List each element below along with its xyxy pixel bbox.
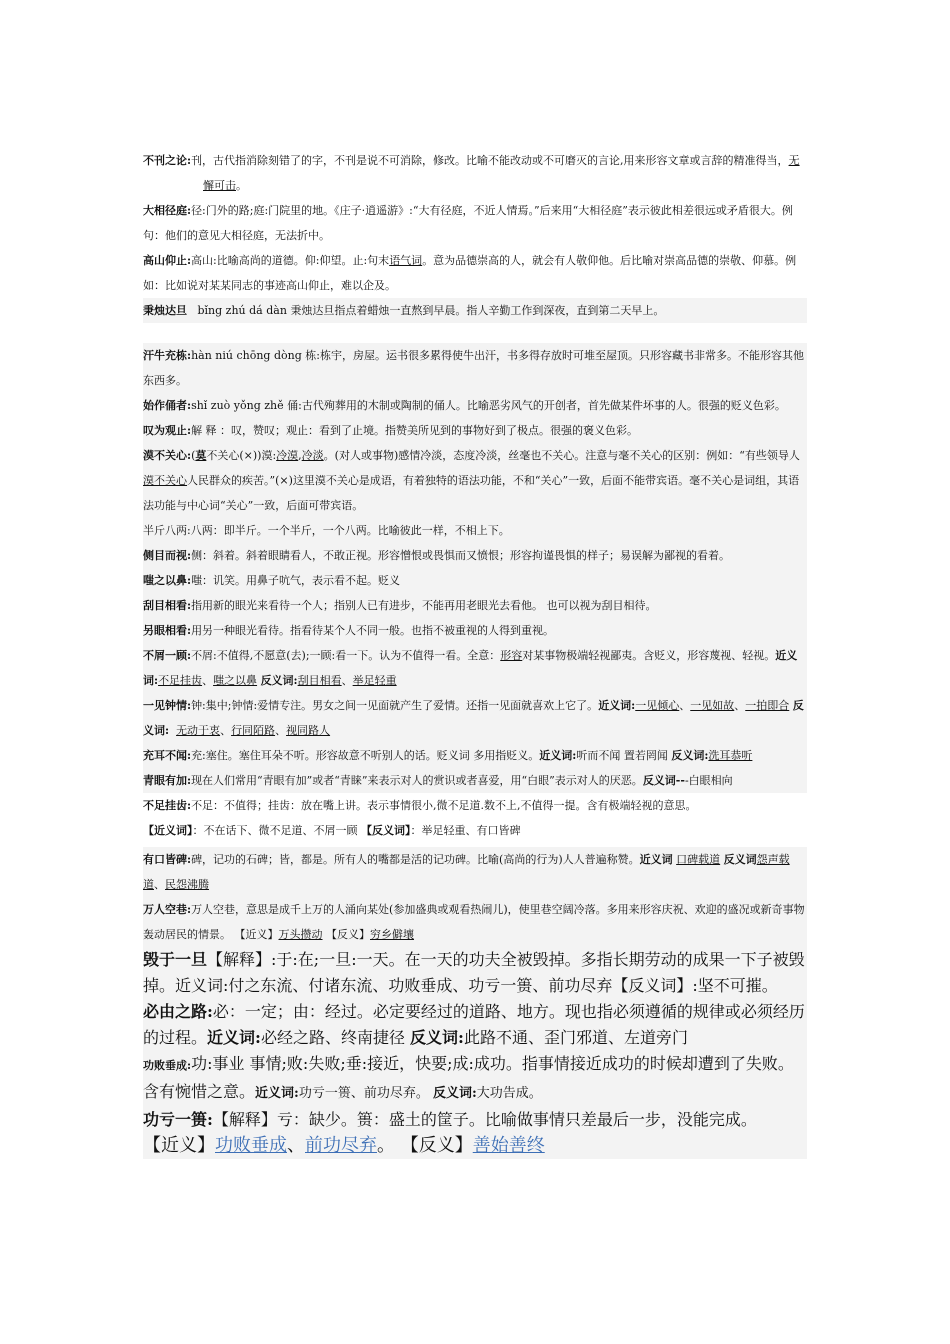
entry-chongerbuwen: 充耳不闻:充:塞住。塞住耳朵不听。形容故意不听别人的话。贬义词 多用指贬义。近义词:听而不闻 置若罔闻 反义词:洗耳恭听: [143, 743, 807, 768]
entry-gongbaichuicheng: 功败垂成:功:事业 事情;败:失败;垂:接近，快要;成:成功。指事情接近成功的时候却遭到了失败。 含有惋惜之意。近义词:功亏一篑、前功尽弃。 反义词:大功告成。: [143, 1051, 807, 1107]
entry-gongkuiyikui: 功亏一篑:【解释】亏：缺少。篑：盛土的筐子。比喻做事情只差最后一步，没能完成。 【近义】功败垂成、前功尽弃。 【反义】善始善终: [143, 1107, 807, 1159]
entry-bingzhudadan: 秉烛达旦 bǐng zhú dá dàn 秉烛达旦指点着蜡烛一直熬到早晨。指人辛勤工作到深夜，直到第二天早上。: [143, 298, 807, 323]
entry-bukanzhilun: 不刊之论:刊，古代指消除刻错了的字，不刊是说不可消除，修改。比喻不能改动或不可磨灭的言论,用来形容文章或言辞的精准得当，无懈可击。: [143, 154, 800, 192]
spacer: [143, 323, 807, 343]
link-gongbaichuicheng[interactable]: 功败垂成: [215, 1135, 287, 1156]
link-shanshishanzhong[interactable]: 善始善终: [472, 1135, 545, 1156]
entry-cemuershi: 侧目而视:侧：斜着。斜着眼睛看人，不敢正视。形容憎恨或畏惧而又愤恨；形容拘谨畏惧的样子；易误解为鄙视的看着。: [143, 543, 807, 568]
entry-buzuguachi-synonyms: 【近义词】：不在话下、微不足道、不屑一顾 【反义词】：举足轻重、有口皆碑: [143, 824, 521, 837]
entry-lingyanxiangkan: 另眼相看:用另一种眼光看待。指看待某个人不同一般。也指不被重视的人得到重视。: [143, 618, 807, 643]
entry-chizhiyibi: 嗤之以鼻:嗤：讥笑。用鼻子吭气，表示看不起。贬义: [143, 568, 807, 593]
entry-biyouzhilu: 必由之路:必：一定；由：经过。必定要经过的道路、地方。现也指必须遵循的规律或必须经历的过程。近义词:必经之路、终南捷径 反义词:此路不通、歪门邪道、左道旁门: [143, 999, 807, 1051]
entry-buzuguachi: 不足挂齿:不足：不值得；挂齿：放在嘴上讲。表示事情很小,微不足道.数不上,不值得一提。含有极端轻视的意思。: [143, 799, 697, 812]
entry-shizuoyongzhe: 始作俑者:shǐ zuò yǒng zhě 俑:古代殉葬用的木制或陶制的俑人。比喻恶劣风气的开创者，首先做某件坏事的人。很强的贬义色彩。: [143, 393, 807, 418]
entry-gaoshanyangzhi: 高山仰止:高山:比喻高尚的道德。仰:仰望。止:句末语气词。意为品德崇高的人，就会有人敬仰他。后比喻对崇高品德的崇敬、仰慕。例如：比如说对某某同志的事迹高山仰止，难以企及。: [143, 254, 797, 292]
entry-yijianzhongqing: 一见钟情:钟:集中;钟情:爱情专注。男女之间一见面就产生了爱情。还指一见面就喜欢上它了。近义词:一见倾心、一见如故、一拍即合 反义词: 无动于衷、行同陌路、视同路人: [143, 693, 807, 743]
entry-banjinbaliang: 半斤八两:八两：即半斤。一个半斤，一个八两。比喻彼此一样，不相上下。: [143, 518, 807, 543]
linked-word[interactable]: 无懈可击: [203, 154, 800, 192]
link-qiangongjinqi[interactable]: 前功尽弃: [305, 1135, 377, 1156]
entry-youkoujiebei: 有口皆碑:碑，记功的石碑；皆，都是。所有人的嘴都是活的记功碑。比喻(高尚的行为)人人普遍称赞。近义词 口碑载道 反义词怨声载道、民怨沸腾: [143, 847, 807, 897]
linked-word[interactable]: 语气词: [389, 254, 423, 267]
entry-huiyuyidan: 毁于一旦【解释】:于:在;一旦:一天。在一天的功夫全被毁掉。多指长期劳动的成果一下子被毁掉。近义词:付之东流、付诸东流、功败垂成、功亏一篑、前功尽弃【反义词】:坚不可摧。: [143, 947, 807, 999]
entry-mobuguanxin: 漠不关心:(莫不关心(×))漠:冷漠,冷淡。(对人或事物)感情冷淡，态度冷淡，丝毫也不关心。注意与毫不关心的区别：例如：“有些领导人漠不关心人民群众的疾苦。”(×)这里漠不关心是成语，有着独特的语法功能，不和“关心”一致，后面不能带宾语。毫不关心是词组，其语法功能与中心词“关心”一致，后面可带宾语。: [143, 443, 807, 518]
entry-guamuxiangkan: 刮目相看:指用新的眼光来看待一个人；指别人已有进步，不能再用老眼光去看他。 也可以视为刮目相待。: [143, 593, 807, 618]
entry-tanweiguanzhi: 叹为观止:解 释 ：叹，赞叹；观止：看到了止境。指赞美所见到的事物好到了极点。很强的褒义色彩。: [143, 418, 807, 443]
entry-hanniuchongdong: 汗牛充栋:hàn niú chōng dòng 栋:栋宇，房屋。运书很多累得使牛出汗，书多得存放时可堆至屋顶。只形容藏书非常多。不能形容其他东西多。: [143, 343, 807, 393]
entry-daxiangjingting: 大相径庭:径:门外的路;庭:门院里的地。《庄子·逍遥游》:“大有径庭，不近人情焉。”后来用“大相径庭”表示彼此相差很远或矛盾很大。例句：他们的意见大相径庭，无法折中。: [143, 204, 793, 242]
entry-qingyanyoujia: 青眼有加:现在人们常用“青眼有加”或者“青睐”来表示对人的赏识或者喜爱，用“白眼”表示对人的厌恶。反义词---白眼相向: [143, 768, 807, 793]
entry-buxieyigu: 不屑一顾:不屑:不值得,不愿意(去);一顾:看一下。认为不值得一看。全意：形容对某事物极端轻视鄙夷。含贬义，形容蔑视、轻视。近义词:不足挂齿、嗤之以鼻 反义词:刮目相看、举足轻重: [143, 643, 807, 693]
term: 不刊之论:: [143, 154, 192, 167]
entry-wanrenkongxiang: 万人空巷:万人空巷，意思是成千上万的人涌向某处(参加盛典或观看热闹儿)，使里巷空阔冷落。多用来形容庆祝、欢迎的盛况或新奇事物轰动居民的情景。 【近义】万头攒动 【反义】穷乡僻壤: [143, 897, 807, 947]
document-body: [143, 148, 807, 1159]
